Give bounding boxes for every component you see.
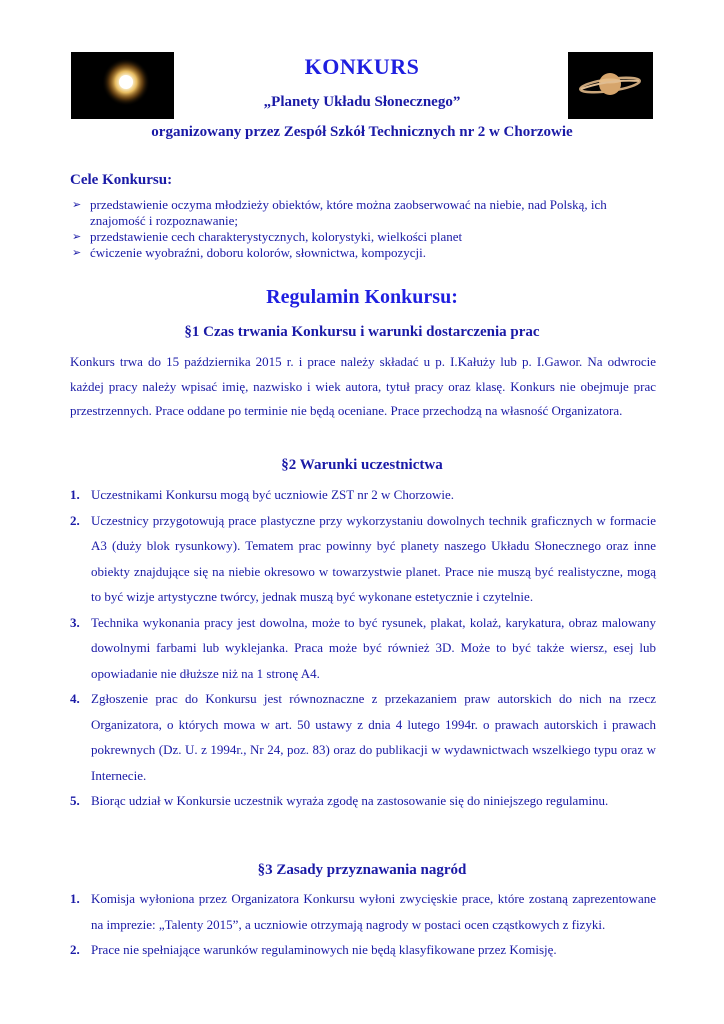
goals-heading: Cele Konkursu: xyxy=(70,172,173,188)
item-text: Uczestnicy przygotowują prace plastyczne przy wykorzystaniu dowolnych technik graficznych w formacie A3 (duży blok rysunkowy). Tematem prac powinny być planety naszego Układu Słonecznego oraz inne obiekty znajdujące się na niebie okresowo w towarzystwie planet. Prace nie muszą być realistyczne, mogą to być wizje artystyczne twórcy, jednak muszą być wykonane estetycznie i czytelnie. xyxy=(91,512,656,604)
list-item xyxy=(70,886,656,937)
arrow-bullet-icon: ➢ xyxy=(72,199,82,211)
list-item xyxy=(70,197,660,229)
item-number: 1. xyxy=(70,891,80,906)
list-item xyxy=(70,229,660,245)
list-item xyxy=(70,482,656,508)
item-text: Prace nie spełniające warunków regulaminowych nie będą klasyfikowane przez Komisję. xyxy=(91,942,557,957)
item-number: 1. xyxy=(70,487,80,502)
goal-text: przedstawienie oczyma młodzieży obiektów, które można zaobserwować na niebie, nad Polską, ich znajomość i rozpoznawanie; xyxy=(90,197,607,228)
item-text: Zgłoszenie prac do Konkursu jest równoznaczne z przekazaniem praw autorskich do nich na rzecz Organizatora, o których mowa w art. 50 ustawy z dnia 4 lutego 1994r. o prawach autorskich i prawach pokrewnych (Dz. U. z 1994r., Nr 24, poz. 83) oraz do publikacji w wydawnictwach wszelkiego typu oraz w Internecie. xyxy=(91,691,656,783)
item-number: 4. xyxy=(70,691,80,706)
item-number: 5. xyxy=(70,793,80,808)
list-item xyxy=(70,508,656,610)
list-item xyxy=(70,937,656,963)
list-item xyxy=(70,686,656,788)
goals-list xyxy=(70,197,660,261)
item-number: 3. xyxy=(70,614,80,630)
section3-list xyxy=(70,886,656,963)
item-text: Komisja wyłoniona przez Organizatora Konkursu wyłoni zwycięskie prace, które zostaną zaprezentowane na imprezie: „Talenty 2015”, a uczniowie otrzymają nagrody w postaci ocen cząstkowych z fizyki. xyxy=(91,891,656,932)
section2-list xyxy=(70,482,656,814)
section1-heading: §1 Czas trwania Konkursu i warunki dostarczenia prac xyxy=(184,324,540,340)
section2-heading: §2 Warunki uczestnictwa xyxy=(281,457,443,473)
item-number: 2. xyxy=(70,512,80,528)
rules-heading: Regulamin Konkursu: xyxy=(266,286,458,308)
page-title: KONKURS xyxy=(304,54,420,79)
arrow-bullet-icon: ➢ xyxy=(72,231,82,243)
contest-subtitle: „Planety Układu Słonecznego” xyxy=(263,94,461,110)
item-text: Technika wykonania pracy jest dowolna, może to być rysunek, plakat, kolaż, karykatura, obraz malowany dowolnymi farbami lub wyklejanka. Praca może być również 3D. Może to być także wiersz, esej lub opowiadanie nie dłuższe niż na 1 stronę A4. xyxy=(91,614,656,681)
list-item xyxy=(70,610,656,687)
section1-text: Konkurs trwa do 15 października 2015 r. i prace należy składać u p. I.Kałuży lub p. I.Gawor. Na odwrocie każdej pracy należy wpisać imię, nazwisko i wiek autora, tytuł pracy oraz klasę. Konkurs nie obejmuje prac przestrzennych. Prace oddane po terminie nie będą oceniane. Prace przechodzą na własność Organizatora. xyxy=(70,354,656,418)
arrow-bullet-icon: ➢ xyxy=(72,247,82,259)
item-text: Uczestnikami Konkursu mogą być uczniowie ZST nr 2 w Chorzowie. xyxy=(91,487,454,502)
item-number: 2. xyxy=(70,942,80,957)
list-item xyxy=(70,788,656,814)
goal-text: ćwiczenie wyobraźni, doboru kolorów, słownictwa, kompozycji. xyxy=(90,245,426,260)
organizer-line: organizowany przez Zespół Szkół Technicznych nr 2 w Chorzowie xyxy=(151,124,573,140)
item-text: Biorąc udział w Konkursie uczestnik wyraża zgodę na zastosowanie się do niniejszego regulaminu. xyxy=(91,793,609,808)
section3-heading: §3 Zasady przyznawania nagród xyxy=(257,862,467,878)
list-item xyxy=(70,245,660,261)
goal-text: przedstawienie cech charakterystycznych, kolorystyki, wielkości planet xyxy=(90,229,463,244)
